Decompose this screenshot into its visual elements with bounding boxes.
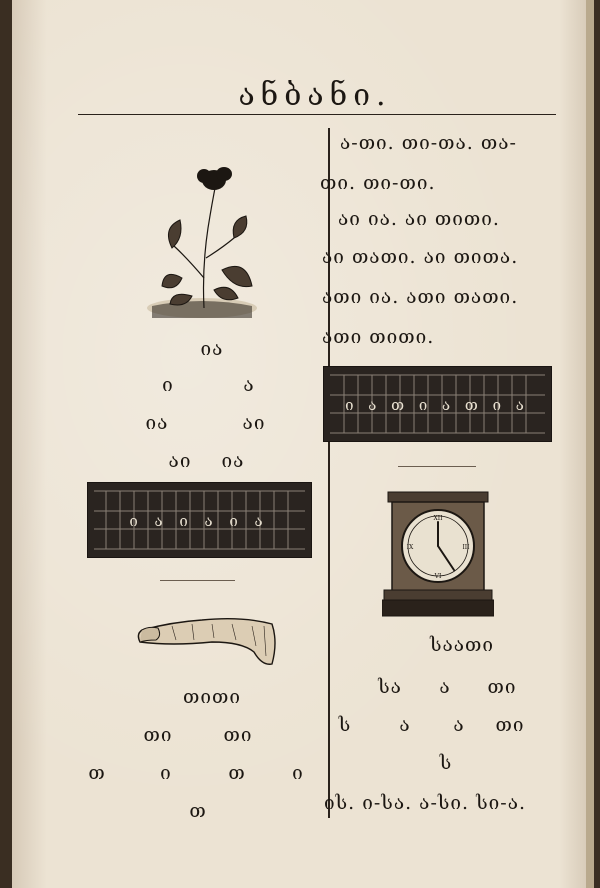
clock-letter: ს bbox=[338, 714, 352, 736]
svg-text:VI: VI bbox=[434, 573, 442, 580]
chalkboard-right-text: ი ა თ ი ა თ ი ა bbox=[345, 396, 529, 414]
clock-word: საათი bbox=[429, 634, 495, 656]
finger-letter: თ bbox=[228, 762, 246, 784]
chalkboard-right bbox=[323, 366, 552, 442]
clock-syllable: სა bbox=[378, 676, 402, 698]
section-rule bbox=[398, 466, 476, 467]
flower-illustration bbox=[142, 158, 262, 323]
svg-text:IX: IX bbox=[406, 544, 414, 551]
finger-syllable: თი bbox=[143, 724, 173, 746]
letter: ა bbox=[243, 374, 255, 396]
finger-letter: ი bbox=[160, 762, 172, 784]
clock-syllable: თი bbox=[487, 676, 517, 698]
finger-syllable: თი bbox=[223, 724, 253, 746]
reading-line: ათი ია. ათი თათი. bbox=[322, 286, 519, 308]
syllable: აი bbox=[242, 412, 266, 434]
phrase-word: აი bbox=[168, 450, 192, 472]
page-edge bbox=[586, 0, 594, 888]
bottom-line: ის. ი-სა. ა-სი. სი-ა. bbox=[324, 792, 527, 814]
syllable: ია bbox=[145, 412, 169, 434]
single-letter: ს bbox=[439, 752, 453, 774]
finger-letter: ი bbox=[292, 762, 304, 784]
svg-text:III: III bbox=[462, 544, 470, 551]
phrase-word: ია bbox=[221, 450, 245, 472]
finger-letter: თ bbox=[88, 762, 106, 784]
clock-letter: ა bbox=[399, 714, 411, 736]
chalkboard-left-text: ი ა ი ა ი ა bbox=[129, 512, 269, 530]
finger-illustration bbox=[132, 612, 282, 670]
reading-line: თი. თი-თი. bbox=[320, 172, 436, 194]
reading-line: აი თათი. აი თითა. bbox=[322, 246, 519, 268]
section-rule bbox=[160, 580, 235, 581]
book-page bbox=[12, 0, 594, 888]
reading-line: ათი თითი. bbox=[322, 326, 435, 348]
reading-line: ა-თი. თი-თა. თა- bbox=[340, 132, 517, 154]
clock-illustration bbox=[382, 490, 494, 618]
chalkboard-left bbox=[87, 482, 312, 558]
page-title: ანბანი. bbox=[238, 78, 392, 113]
clock-syllable: ა bbox=[439, 676, 451, 698]
last-letter: თ bbox=[189, 800, 207, 822]
reading-line: აი ია. აი თითი. bbox=[338, 208, 500, 230]
clock-letter: ა bbox=[453, 714, 465, 736]
word-pair: ია bbox=[200, 338, 224, 360]
letter: ი bbox=[162, 374, 174, 396]
svg-text:XII: XII bbox=[433, 515, 443, 522]
column-divider bbox=[328, 128, 330, 818]
clock-letter: თი bbox=[495, 714, 525, 736]
finger-word: თითი bbox=[183, 686, 241, 708]
title-rule bbox=[78, 114, 556, 115]
